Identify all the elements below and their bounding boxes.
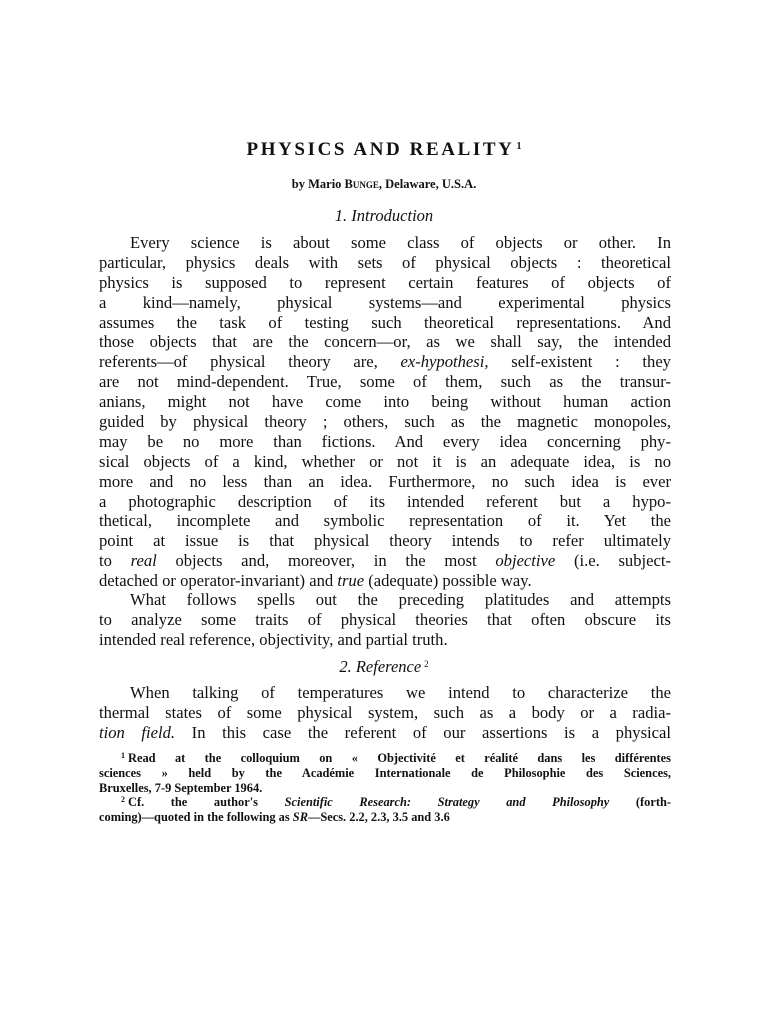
reference-footnote-mark[interactable]: 2 (424, 659, 429, 669)
text-run: self-existent : they (488, 352, 671, 372)
section-heading-reference (0, 656, 768, 680)
byline-prefix: by Mario (291, 177, 345, 191)
italic-run: true (337, 571, 365, 591)
italic-run: Scientific Research: Strategy and Philosophy (284, 795, 610, 810)
text-run: coming)—quoted in the following as (99, 810, 293, 825)
intro-paragraph-2 (99, 590, 671, 650)
footnote-1-mark: 1 (121, 751, 125, 760)
text-line: anians, might not have come into being without human action (99, 392, 671, 412)
italic-run: tion field. (99, 722, 176, 742)
text-line: When talking of temperatures we intend to characterize the (130, 683, 671, 702)
text-run: detached or operator-invariant) and (99, 571, 338, 591)
footnote-2-mark: 2 (121, 795, 125, 805)
footnote-1-line: Bruxelles, 7-9 September 1964. (99, 780, 263, 795)
title-footnote-mark[interactable]: 1 (516, 141, 522, 152)
text-run: (adequate) possible way. (364, 571, 532, 591)
author-byline (0, 175, 768, 193)
text-line: What follows spells out the preceding platitudes and attempts (130, 590, 671, 609)
text-line: a kind—namely, physical systems—and experimental physics (99, 292, 671, 312)
text-line: may be no more than fictions. And every idea concerning phy- (99, 431, 671, 451)
article-title-text: PHYSICS AND REALITY (246, 139, 515, 160)
text-line (99, 352, 671, 372)
footnote-2-line (99, 795, 671, 810)
text-line: guided by physical theory ; others, such as the magnetic monopoles, (99, 412, 671, 432)
text-line: more and no less than an idea. Furthermore, no such idea is ever (99, 471, 671, 491)
footnote-1-line: sciences » held by the Académie Internationale de Philosophie des Sciences, (99, 765, 671, 780)
section-heading-text: 2. Reference (339, 657, 422, 676)
text-line: those objects that are the concern—or, as we shall say, the intended (99, 332, 671, 352)
text-line (99, 723, 671, 743)
text-run: objects and, moreover, in the most (156, 551, 496, 571)
text-run: Read at the colloquium on « Objectivité et réalité dans les différentes (128, 751, 671, 765)
text-line: thetical, incomplete and symbolic representation of it. Yet the (99, 511, 671, 531)
footnote-1-line (99, 751, 671, 766)
text-line (99, 551, 671, 571)
byline-affiliation: , Delaware, U.S.A. (378, 177, 477, 191)
footnotes (99, 751, 671, 825)
italic-run: objective (495, 551, 556, 571)
footnote-2-line (99, 810, 671, 825)
text-line: a photographic description of its intended referent but a hypo- (99, 491, 671, 511)
intro-paragraph-1 (99, 233, 671, 591)
article-title (0, 138, 768, 165)
italic-run: ex-hypothesi, (400, 352, 489, 372)
italic-run: real (130, 551, 157, 571)
text-line: are not mind-dependent. True, some of them, such as the transur- (99, 372, 671, 392)
text-line: Every science is about some class of objects or other. In (130, 233, 671, 252)
text-line: physics is supposed to represent certain features of objects of (99, 272, 671, 292)
text-line: sical objects of a kind, whether or not it is an adequate idea, is no (99, 451, 671, 471)
text-line (99, 571, 671, 591)
section-heading-introduction: 1. Introduction (334, 206, 434, 225)
text-run: referents—of physical theory are, (99, 352, 401, 372)
text-line: assumes the task of testing such theoretical representations. And (99, 312, 671, 332)
text-run: —Secs. 2.2, 2.3, 3.5 and 3.6 (307, 810, 450, 825)
text-line: point at issue is that physical theory intends to refer ultimately (99, 531, 671, 551)
text-line: thermal states of some physical system, such as a body or a radia- (99, 702, 671, 722)
text-run: (i.e. subject- (555, 551, 671, 571)
italic-run: SR (292, 810, 308, 825)
text-line: to analyze some traits of physical theories that often obscure its (99, 609, 671, 629)
text-run: to (99, 551, 131, 571)
text-line: particular, physics deals with sets of physical objects : theoretical (99, 252, 671, 272)
reference-paragraph-1 (99, 683, 671, 743)
author-surname: Bunge (344, 177, 379, 191)
text-run: (forth- (609, 795, 671, 810)
text-line: intended real reference, objectivity, and partial truth. (99, 629, 448, 649)
text-run: In this case the referent of our assertions is a physical (175, 722, 671, 742)
text-run: Cf. the author's (128, 795, 285, 810)
